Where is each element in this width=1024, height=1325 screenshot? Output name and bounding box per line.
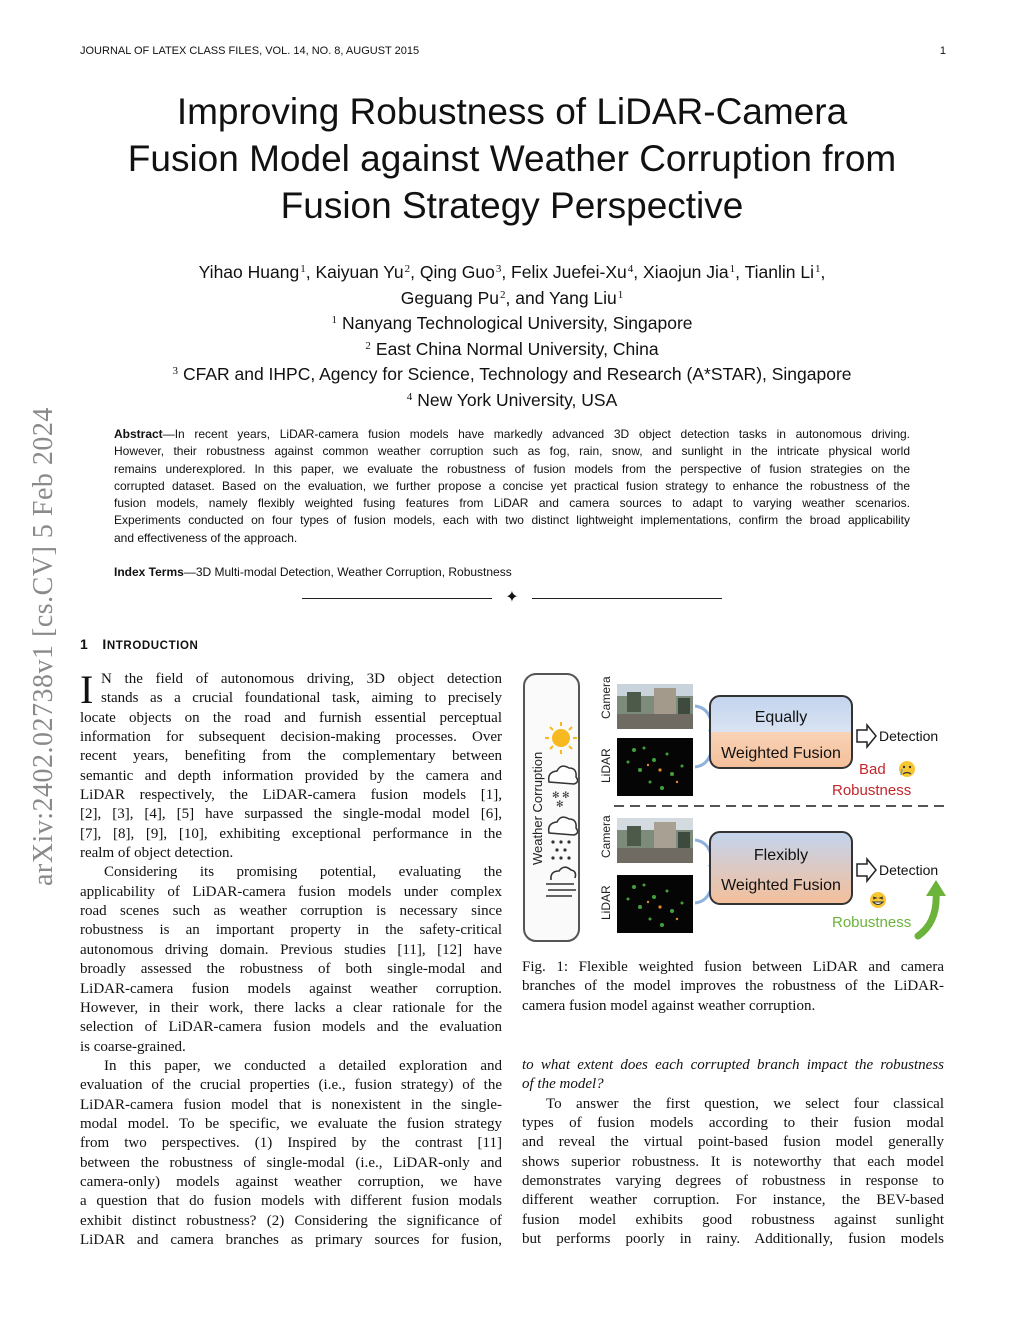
camera-image-top [617,684,693,729]
bad-label: Bad [859,761,886,778]
author-affiliation-mark: 1 [729,263,736,275]
affiliation-text: East China Normal University, China [375,338,659,359]
page-number: 1 [939,45,946,57]
body-line: [2], [3], [4], [5] have surpassed the single-modal model [6], [80,806,502,823]
index-terms-label: Index Terms [114,565,184,579]
body-line: robustness is an important property in the safety-critical [80,922,502,939]
weather-corruption-label: Weather Corruption [530,751,545,865]
detection-label-bottom: Detection [879,862,939,878]
author-name: Geguang Pu [400,287,499,308]
body-line: To answer the first question, we select four classical [546,1095,944,1112]
body-line: but performs poorly in rainy. Additionally, fusion models [522,1231,944,1248]
index-terms [114,565,910,579]
author-affiliation-mark: 3 [495,263,502,275]
camera-image-bottom [617,818,693,863]
abstract-line: fusion models, namely flexibly weighted fusing features from LiDAR and camera sources to adapt to varying weather scenarios. [114,496,910,511]
affiliation-number: 4 [406,390,413,403]
caption-line: Fig. 1: Flexible weighted fusion between LiDAR and camera [522,959,944,975]
author-line-1: Yihao Huang$^1$, Kaiyuan Yu$^2$, Qing Guo$^3$, Felix Juefei-Xu$^4$, Xiaojun Jia$^1$, Tianlin Li$^1$, [198,262,826,282]
bottom-box-line2: Weighted Fusion [721,877,841,894]
body-line: recent years, benefiting from the complementary between [80,748,502,765]
body-line: road scenes such as weather corruption is necessary since [80,903,502,920]
top-box-line1: Equally [754,709,808,726]
body-line: However, in their work, there lacks a clear rationale for the [80,999,502,1016]
affiliation [80,309,944,335]
section-heading-introduction [80,636,198,652]
index-terms-text: —3D Multi-modal Detection, Weather Corruption, Robustness [183,565,512,579]
author-affiliation-mark: 1 [617,288,624,301]
affiliation-number: 3 [172,365,178,377]
body-line: semantic and depth information provided by the camera and [80,767,502,784]
author-name: Yihao Huang [198,262,300,282]
body-line: [7], [8], [9], [10], exhibiting exceptional performance in the [80,825,502,842]
body-line: selection of LiDAR-camera fusion models and the evaluation [80,1019,502,1036]
body-line: between the robustness of single-modal (i.e., LiDAR-only and [80,1154,502,1171]
body-line: and reveal the virtual point-based fusion model generally [522,1134,944,1151]
section-title-initial: I [102,636,107,652]
abstract-line: Experiments conducted on four types of fusion models, each with two distinct lightweight implementations, confirm the broad applicability [114,513,910,528]
grinning-face-icon [870,892,886,908]
arxiv-identifier: arXiv:2402.02738v1 [cs.CV] 5 Feb 2024 [28,407,59,887]
body-line: applicability of LiDAR-camera fusion models under complex [80,883,502,900]
author-name: Xiaojun Jia [643,262,729,282]
author-line-2: Geguang Pu$^2$, and Yang Liu$^1$ [400,287,624,308]
title-line-3: Fusion Strategy Perspective [280,185,744,226]
up-arrow-head-icon [926,880,946,896]
title-line-1: Improving Robustness of LiDAR-Camera [176,91,848,132]
body-line: Considering its promising potential, evaluating the [104,864,502,881]
body-line: realm of object detection. [80,845,234,862]
figure-caption [522,958,944,1016]
italic-question: of the model? [522,1076,604,1093]
author-affiliation-mark: 1 [300,263,306,275]
paper-title [60,88,964,229]
body-line: a question that do fusion models with different fusion modals [80,1193,502,1210]
affiliation-text: CFAR and IHPC, Agency for Science, Technology and Research (A*STAR), Singapore [182,364,852,384]
affiliation [80,386,944,412]
body-line [522,1056,944,1075]
abstract-line: and effectiveness of the approach. [114,530,298,545]
author-affiliation-mark: 4 [627,263,634,275]
abstract-line: remains underexplored. In this paper, we evaluate the robustness of fusion models from the perspective of fusion strategies on the [114,461,910,476]
journal-header: JOURNAL OF LATEX CLASS FILES, VOL. 14, NO. 8, AUGUST 2015 [80,45,420,57]
detection-arrow-icon [857,859,876,881]
body-line: demonstrates varying degrees of robustness in response to [522,1173,944,1190]
separator-rule [302,598,492,599]
body-line: In this paper, we conducted a detailed exploration and [104,1057,502,1074]
drop-cap: I [80,667,94,712]
author-block [80,258,944,411]
bottom-box-line1: Flexibly [753,847,809,864]
author-name: Tianlin Li [744,262,814,282]
abstract [114,426,910,547]
body-line: different weather corruption. For instance, the BEV-based [522,1192,944,1209]
lidar-label-bottom: LiDAR [599,885,613,920]
caption-line: branches of the model improves the robustness of the LiDAR- [522,978,944,995]
drop-cap-tail: N [101,671,112,687]
abstract-line: corrupted dataset. Based on the evaluation, we further propose a concise yet practical fusion strategy to enhance the robustness of the [114,478,910,493]
section-number: 1 [80,636,89,652]
italic-question: to what extent does each corrupted branch impact the robustness [522,1057,944,1073]
affiliation-text: Nanyang Technological University, Singapore [341,313,693,333]
body-line: evaluation of the crucial properties (i.e., fusion strategy) of the [80,1077,502,1094]
body-line: LiDAR and camera branches as primary sources for fusion, [80,1231,502,1248]
camera-label-top: Camera [599,676,613,719]
lidar-pointcloud-top [617,738,693,796]
author-name: Kaiyuan Yu [315,262,404,282]
abstract-line [114,426,910,443]
body-line: is coarse-grained. [80,1038,186,1055]
section-separator [302,588,722,608]
body-line: LiDAR-camera fusion model that is nonexistent in the single- [80,1096,502,1113]
svg-text:✻ ✻: ✻ ✻ [552,790,570,800]
right-column-text [522,1056,944,1249]
affiliation [80,360,944,386]
lidar-pointcloud-bottom [617,875,693,933]
top-box-line2: Weighted Fusion [721,745,841,762]
abstract-label: Abstract [114,427,163,441]
svg-text:✻: ✻ [556,799,564,809]
running-head [80,45,946,61]
author-affiliation-mark: 2 [500,288,506,301]
body-line: stands as a crucial foundational task, aiming to precisely [101,690,502,707]
body-line: fusion model exhibits good robustness against sunlight [522,1211,944,1228]
affiliation-number: 1 [331,314,337,326]
body-line: LiDAR respectively, the LiDAR-camera fusion models [1], [80,787,502,804]
body-line: shows superior robustness. It is noteworthy that each model [522,1153,944,1170]
fusion-diagram [522,670,950,950]
separator-rule [532,598,722,599]
author-affiliation-mark: 2 [404,263,411,275]
body-line: autonomous driving domain. Previous studies [11], [12] have [80,941,502,958]
author-name: and Yang Liu [515,287,617,308]
body-line [522,1075,944,1094]
body-line: broadly assessed the robustness of both single-modal and [80,961,502,978]
left-column-text [80,667,502,1250]
body-line: locate objects on the road and furnish essential perceptual [80,709,502,726]
section-title-rest: NTRODUCTION [106,640,199,652]
camera-label-bottom: Camera [599,815,613,858]
body-line: camera-only) models against weather corruption, we have [80,1173,502,1190]
body-line [101,670,502,689]
lidar-label-top: LiDAR [599,748,613,783]
body-text: the field of autonomous driving, 3D object detection [111,671,502,687]
affiliation [80,335,944,361]
affiliation-text: New York University, USA [417,389,618,410]
author-affiliation-mark: 1 [814,263,821,275]
figure-1-diagram [522,670,950,950]
crying-face-icon [899,761,915,777]
detection-label-top: Detection [879,728,939,744]
robustness-label-top: Robustness [832,782,912,799]
detection-arrow-icon [857,725,876,747]
diamond-star-icon: ✦ [505,589,519,606]
body-line: LiDAR-camera fusion models against weather corruption. [80,980,502,997]
body-line: types of fusion models according to their fusion modal [522,1115,944,1132]
affiliation-number: 2 [365,339,371,352]
author-name: Qing Guo [419,262,495,282]
caption-line: camera fusion model against weather corruption. [522,997,816,1014]
body-line: from two perspectives. (1) Inspired by the contrast [11] [80,1135,502,1152]
author-name: Felix Juefei-Xu [511,262,627,282]
robustness-label-bottom: Robustness [832,914,912,931]
body-line: modal model. To be specific, we evaluate the fusion strategy [80,1115,502,1132]
title-line-2: Fusion Model against Weather Corruption from [127,138,897,179]
body-line: exhibit distinct robustness? (2) Considering the significance of [80,1212,502,1229]
abstract-line: However, their robustness against common weather corruption such as fog, rain, snow, and sunlight in the intricate physical world [114,444,910,459]
abstract-text: —In recent years, LiDAR-camera fusion models have markedly advanced 3D object detection tasks in autonomous driving. [162,427,910,441]
up-arrow-icon [918,892,936,936]
body-line: information for subsequent decision-making processes. Over [80,729,502,746]
